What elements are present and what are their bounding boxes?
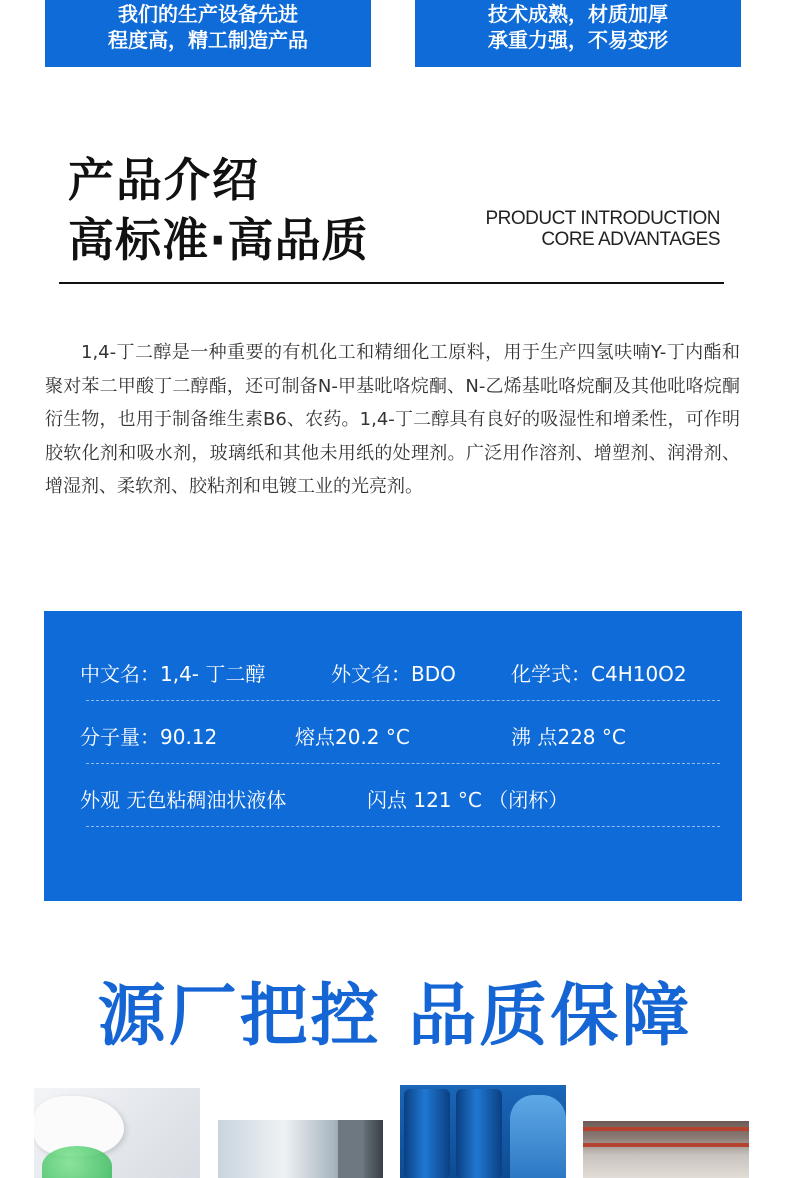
factory-beam <box>583 1143 749 1147</box>
lab-flask-photo <box>34 1088 200 1178</box>
spec-flash-point: 闪点 121 °C （闭杯） <box>367 788 569 812</box>
spec-melting-point: 熔点20.2 °C <box>295 725 410 749</box>
bottle-photo <box>218 1120 383 1178</box>
drum-shape <box>456 1089 502 1178</box>
worker-shape <box>510 1095 566 1178</box>
feature-card-line: 我们的生产设备先进 <box>118 2 298 26</box>
spec-appearance: 外观 无色粘稠油状液体 <box>80 788 287 812</box>
section-english-caption <box>485 208 720 250</box>
spec-chinese-name: 中文名：1,4- 丁二醇 <box>80 662 266 686</box>
english-caption-line: PRODUCT INTRODUCTION <box>485 208 720 229</box>
spec-row <box>80 701 700 764</box>
flask-shape <box>42 1146 112 1178</box>
blue-drums-photo <box>400 1085 566 1178</box>
spec-formula: 化学式：C4H10O2 <box>511 662 687 686</box>
feature-card-material <box>415 0 741 67</box>
feature-card-line: 技术成熟，材质加厚 <box>488 2 668 26</box>
spec-row <box>80 638 700 701</box>
section-subtitle: 高标准·高品质 <box>68 213 369 267</box>
english-caption-line: CORE ADVANTAGES <box>541 229 720 250</box>
feature-card-equipment <box>45 0 371 67</box>
feature-card-line: 承重力强，不易变形 <box>488 28 668 52</box>
factory-photo <box>583 1121 749 1178</box>
spec-english-name: 外文名：BDO <box>331 662 456 686</box>
drum-shape <box>404 1089 450 1178</box>
bottle-neck-shape <box>338 1120 364 1178</box>
spec-panel <box>44 611 742 901</box>
spec-boiling-point: 沸 点228 °C <box>511 725 626 749</box>
section-title: 产品介绍 <box>68 153 260 207</box>
spec-row <box>80 764 700 827</box>
factory-beam <box>583 1127 749 1131</box>
section-divider <box>59 282 724 284</box>
spec-molecular-weight: 分子量：90.12 <box>80 725 218 749</box>
product-description: 1,4-丁二醇是一种重要的有机化工和精细化工原料，用于生产四氢呋喃Y-丁内酯和聚对苯二甲酸丁二醇酯，还可制备N-甲基吡咯烷酮、N-乙烯基吡咯烷酮及其他吡咯烷酮衍生物，也用于制备维生素B6、农药。1,4-丁二醇具有良好的吸湿性和增柔性，可作明胶软化剂和吸水剂，玻璃纸和其他未用纸的处理剂。广泛用作溶剂、增塑剂、润滑剂、增湿剂、柔软剂、胶粘剂和电镀工业的光亮剂。 <box>45 342 740 497</box>
feature-card-line: 程度高，精工制造产品 <box>108 28 308 52</box>
quality-heading: 源厂把控 品质保障 <box>97 977 693 1056</box>
